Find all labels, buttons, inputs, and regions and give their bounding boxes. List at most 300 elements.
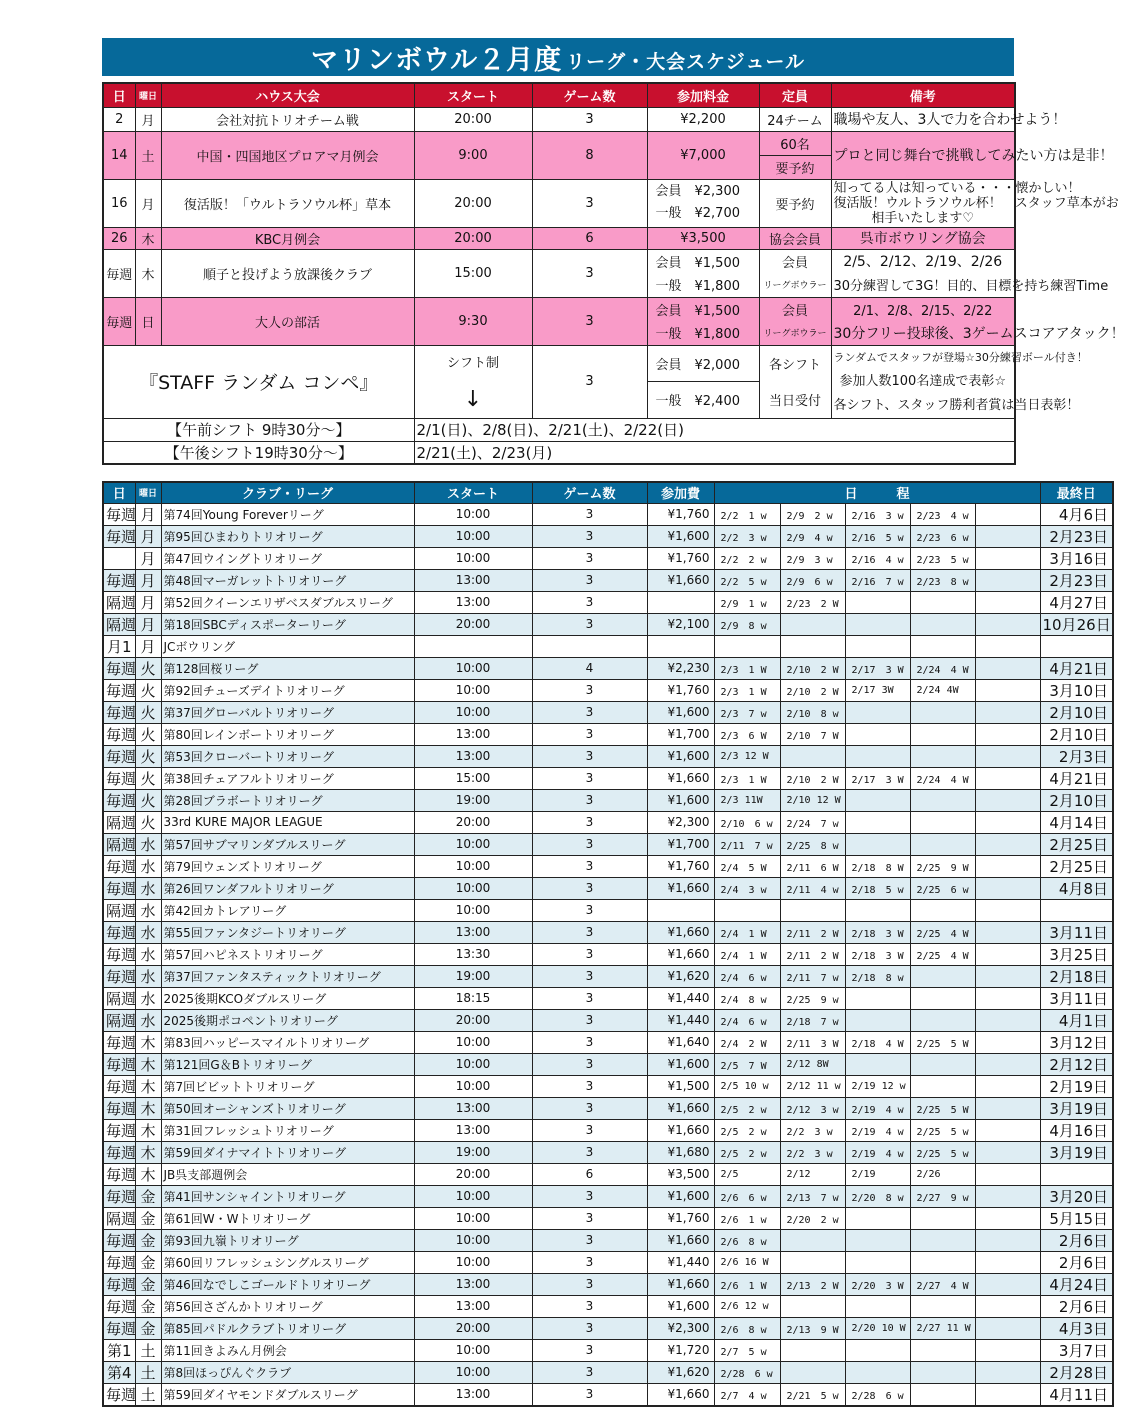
last-day: 3月25日 (1040, 943, 1113, 965)
fee: ¥1,660 (647, 1273, 714, 1295)
league-row (103, 547, 1113, 569)
schedule-date (845, 1053, 910, 1075)
fee-general: 一般 ¥2,400 (647, 382, 759, 419)
arrow-down-icon: ↓ (463, 386, 483, 412)
schedule-date (845, 899, 910, 921)
games: 3 (532, 723, 647, 745)
frequency: 毎週 (103, 789, 135, 811)
start: 20:00 (414, 1009, 532, 1031)
schedule-date (975, 811, 1040, 833)
start: 10:00 (414, 1075, 532, 1097)
note-line: 知ってる人は知っている・・・懐かしい！ (833, 180, 1081, 196)
schedule-date: 2/9 1 w (714, 591, 780, 613)
fee (647, 899, 714, 921)
house-row (103, 249, 1015, 273)
schedule-date: 2/2 5 w (714, 569, 780, 591)
schedule-date: 2/2 3 w (714, 525, 780, 547)
games: 3 (532, 679, 647, 701)
schedule-date: 2/27 4 W (910, 1273, 975, 1295)
frequency: 毎週 (103, 503, 135, 525)
fee: ¥2,300 (647, 811, 714, 833)
house-row (103, 227, 1015, 249)
schedule-date: 2/25 5 W (910, 1097, 975, 1119)
schedule-date (780, 899, 845, 921)
house-tournament-table (102, 82, 1125, 465)
schedule-date (975, 1053, 1040, 1075)
schedule-date (975, 767, 1040, 789)
schedule-date: 2/18 5 w (845, 877, 910, 899)
weekday: 金 (135, 1317, 161, 1339)
fee: ¥2,230 (647, 657, 714, 679)
last-day: 10月26日 (1040, 613, 1113, 635)
schedule-date (975, 965, 1040, 987)
league-name: 第57回サブマリンダブルスリーグ (161, 833, 414, 855)
league-row (103, 1185, 1113, 1207)
day: 26 (103, 227, 135, 249)
league-row (103, 987, 1113, 1009)
frequency: 毎週 (103, 1163, 135, 1185)
note (831, 179, 1119, 227)
frequency: 隔週 (103, 1207, 135, 1229)
house-row (103, 107, 1015, 131)
weekday: 月 (135, 547, 161, 569)
weekday: 木 (135, 1053, 161, 1075)
schedule-date: 2/23 8 w (910, 569, 975, 591)
fee: ¥1,660 (647, 1229, 714, 1251)
schedule-date (845, 613, 910, 635)
league-row (103, 1119, 1113, 1141)
frequency: 隔週 (103, 811, 135, 833)
fee: ¥1,660 (647, 877, 714, 899)
schedule-date (975, 503, 1040, 525)
games (532, 635, 647, 657)
league-name: 第59回ダイヤモンドダブルスリーグ (161, 1383, 414, 1406)
games: 3 (532, 1009, 647, 1031)
league-name: 第31回フレッシュトリオリーグ (161, 1119, 414, 1141)
schedule-date (975, 789, 1040, 811)
games: 3 (532, 107, 647, 131)
start: 10:00 (414, 1207, 532, 1229)
games: 3 (532, 701, 647, 723)
schedule-date: 2/27 9 w (910, 1185, 975, 1207)
event-name: 復活版！「ウルトラソウル杯」草本 (161, 179, 414, 227)
league-name: 33rd KURE MAJOR LEAGUE (161, 811, 414, 833)
schedule-date (975, 833, 1040, 855)
weekday: 金 (135, 1273, 161, 1295)
weekday: 火 (135, 723, 161, 745)
header-fee: 参加費 (647, 482, 714, 503)
league-row (103, 569, 1113, 591)
schedule-date (975, 547, 1040, 569)
schedule-date: 2/3 7 w (714, 701, 780, 723)
fee: ¥1,760 (647, 855, 714, 877)
league-name: 第41回サンシャイントリオリーグ (161, 1185, 414, 1207)
schedule-date: 2/11 2 W (780, 943, 845, 965)
schedule-date (714, 635, 780, 657)
league-row (103, 1053, 1113, 1075)
frequency: 毎週 (103, 1141, 135, 1163)
frequency: 第4 (103, 1361, 135, 1383)
fee-member: 会員 ¥1,500 (647, 297, 759, 321)
schedule-date (975, 1361, 1040, 1383)
frequency: 毎週 (103, 1119, 135, 1141)
league-row (103, 723, 1113, 745)
schedule-date (975, 943, 1040, 965)
frequency: 毎週 (103, 1185, 135, 1207)
schedule-date (780, 1339, 845, 1361)
schedule-date (975, 1229, 1040, 1251)
games: 4 (532, 657, 647, 679)
weekday: 月 (135, 525, 161, 547)
league-name: 第60回リフレッシュシングルスリーグ (161, 1251, 414, 1273)
frequency: 第1 (103, 1339, 135, 1361)
schedule-date: 2/11 4 w (780, 877, 845, 899)
note-line: ランダムでスタッフが登場☆30分練習ボール付き！ (833, 350, 1088, 364)
schedule-date (845, 987, 910, 1009)
frequency: 毎週 (103, 921, 135, 943)
games: 3 (532, 1361, 647, 1383)
last-day: 2月23日 (1040, 569, 1113, 591)
league-row (103, 1141, 1113, 1163)
league-name: 第83回ハッピースマイルトリオリーグ (161, 1031, 414, 1053)
schedule-date (845, 591, 910, 613)
league-row (103, 1207, 1113, 1229)
note-dates: 2/5、2/12、2/19、2/26 (831, 249, 1015, 273)
league-row (103, 1317, 1113, 1339)
schedule-date (975, 987, 1040, 1009)
last-day: 3月20日 (1040, 1185, 1113, 1207)
games: 3 (532, 855, 647, 877)
league-name: 第74回Young Foreverリーグ (161, 503, 414, 525)
schedule-date: 2/25 9 W (910, 855, 975, 877)
schedule-date: 2/9 3 w (780, 547, 845, 569)
league-row (103, 833, 1113, 855)
shift-dates: 2/21(土)、2/23(月) (414, 441, 1015, 464)
shift-label: 【午前シフト 9時30分～】 (103, 418, 414, 441)
event-name: 大人の部活 (161, 297, 414, 345)
club-league-table (102, 481, 1114, 1407)
house-row (103, 297, 1015, 321)
league-name: 第48回マーガレットトリオリーグ (161, 569, 414, 591)
schedule-date (975, 1383, 1040, 1406)
fee-general: 一般 ¥1,800 (647, 321, 759, 345)
league-name: 第55回ファンタジートリオリーグ (161, 921, 414, 943)
last-day: 2月10日 (1040, 701, 1113, 723)
schedule-date: 2/20 8 w (845, 1185, 910, 1207)
league-name: 第53回クローバートリオリーグ (161, 745, 414, 767)
games: 3 (532, 833, 647, 855)
schedule-date: 2/19 12 w (845, 1075, 910, 1097)
schedule-date: 2/11 3 W (780, 1031, 845, 1053)
house-row (103, 345, 1015, 382)
fee: ¥1,600 (647, 745, 714, 767)
fee: ¥1,660 (647, 569, 714, 591)
fee: ¥2,200 (647, 107, 759, 131)
schedule-date: 2/6 6 w (714, 1185, 780, 1207)
league-row (103, 1251, 1113, 1273)
games: 3 (532, 591, 647, 613)
schedule-date (975, 877, 1040, 899)
last-day: 4月27日 (1040, 591, 1113, 613)
fee: ¥1,600 (647, 1185, 714, 1207)
schedule-date: 2/10 12 W (780, 789, 845, 811)
start: 19:00 (414, 965, 532, 987)
event-name: 会社対抗トリオチーム戦 (161, 107, 414, 131)
league-name: 第47回ウイングトリオリーグ (161, 547, 414, 569)
fee-general: 一般 ¥2,700 (655, 206, 740, 221)
schedule-date (975, 1009, 1040, 1031)
schedule-date (910, 701, 975, 723)
weekday: 木 (135, 1141, 161, 1163)
weekday: 水 (135, 877, 161, 899)
schedule-date: 2/18 3 W (845, 921, 910, 943)
start: 18:15 (414, 987, 532, 1009)
league-name: 第37回ファンタスティックトリオリーグ (161, 965, 414, 987)
league-name: 第121回G＆Bトリオリーグ (161, 1053, 414, 1075)
league-row (103, 679, 1113, 701)
schedule-date (845, 745, 910, 767)
fee: ¥1,700 (647, 723, 714, 745)
start: 13:00 (414, 569, 532, 591)
schedule-date: 2/20 2 w (780, 1207, 845, 1229)
schedule-date (975, 1207, 1040, 1229)
schedule-date (910, 965, 975, 987)
schedule-date: 2/13 7 w (780, 1185, 845, 1207)
schedule-date (910, 1251, 975, 1273)
schedule-date (845, 789, 910, 811)
start: 13:00 (414, 1273, 532, 1295)
league-name: 第79回ウェンズトリオリーグ (161, 855, 414, 877)
league-name: 第61回W・Wトリオリーグ (161, 1207, 414, 1229)
schedule-date (975, 723, 1040, 745)
frequency: 隔週 (103, 833, 135, 855)
fee: ¥1,660 (647, 1383, 714, 1406)
schedule-date (975, 1251, 1040, 1273)
schedule-date: 2/25 8 w (780, 833, 845, 855)
start: 10:00 (414, 547, 532, 569)
start: 13:00 (414, 1383, 532, 1406)
frequency: 毎週 (103, 701, 135, 723)
capacity: 60名 (759, 131, 831, 155)
header-schedule: 日 程 (714, 482, 1040, 503)
shift-row (103, 418, 1015, 441)
weekday: 水 (135, 921, 161, 943)
schedule-date: 2/16 3 w (845, 503, 910, 525)
house-row (103, 131, 1015, 155)
schedule-date: 2/9 2 w (780, 503, 845, 525)
day: 2 (103, 107, 135, 131)
games: 3 (532, 811, 647, 833)
shift-label: 【午後シフト19時30分～】 (103, 441, 414, 464)
last-day: 2月10日 (1040, 789, 1113, 811)
start: 10:00 (414, 1339, 532, 1361)
weekday: 火 (135, 701, 161, 723)
note: 職場や友人、3人で力を合わせよう！ (831, 107, 1015, 131)
schedule-date (910, 1339, 975, 1361)
last-day: 5月15日 (1040, 1207, 1113, 1229)
schedule-date (845, 1251, 910, 1273)
league-row (103, 1075, 1113, 1097)
frequency: 隔週 (103, 613, 135, 635)
weekday: 木 (135, 227, 161, 249)
schedule-date: 2/6 8 w (714, 1229, 780, 1251)
schedule-date (910, 1053, 975, 1075)
last-day: 3月12日 (1040, 1031, 1113, 1053)
schedule-date (910, 1207, 975, 1229)
schedule-date (910, 1075, 975, 1097)
schedule-date: 2/19 4 w (845, 1141, 910, 1163)
league-name: 第37回グローバルトリオリーグ (161, 701, 414, 723)
league-row (103, 921, 1113, 943)
schedule-date: 2/9 8 w (714, 613, 780, 635)
weekday: 木 (135, 1075, 161, 1097)
weekday: 火 (135, 657, 161, 679)
fee (647, 635, 714, 657)
frequency: 毎週 (103, 1251, 135, 1273)
last-day: 4月14日 (1040, 811, 1113, 833)
weekday: 水 (135, 943, 161, 965)
games: 3 (532, 987, 647, 1009)
frequency: 隔週 (103, 1009, 135, 1031)
schedule-date: 2/5 2 w (714, 1141, 780, 1163)
league-row (103, 745, 1113, 767)
weekday: 土 (135, 1339, 161, 1361)
schedule-date (975, 855, 1040, 877)
league-name: 第85回パドルクラブトリオリーグ (161, 1317, 414, 1339)
start: 20:00 (414, 811, 532, 833)
schedule-date (975, 1339, 1040, 1361)
last-day: 4月21日 (1040, 657, 1113, 679)
fee: ¥3,500 (647, 227, 759, 249)
capacity: 会員 (759, 249, 831, 273)
league-name: 第11回きよみん月例会 (161, 1339, 414, 1361)
house-row (103, 179, 1015, 227)
schedule-date: 2/25 5 w (910, 1141, 975, 1163)
schedule-date (780, 1229, 845, 1251)
weekday: 月 (135, 635, 161, 657)
last-day: 4月3日 (1040, 1317, 1113, 1339)
schedule-date: 2/6 1 W (714, 1273, 780, 1295)
fee: ¥1,440 (647, 987, 714, 1009)
schedule-date: 2/4 6 w (714, 1009, 780, 1031)
last-day: 4月1日 (1040, 1009, 1113, 1031)
league-name: 第7回ビビットトリオリーグ (161, 1075, 414, 1097)
schedule-date: 2/4 2 W (714, 1031, 780, 1053)
league-name: 第18回SBCディスポーターリーグ (161, 613, 414, 635)
schedule-date: 2/10 6 w (714, 811, 780, 833)
fee: ¥1,640 (647, 1031, 714, 1053)
league-name: 第80回レインボートリオリーグ (161, 723, 414, 745)
fee: ¥2,300 (647, 1317, 714, 1339)
games: 3 (532, 899, 647, 921)
schedule-date (975, 525, 1040, 547)
games: 3 (532, 1097, 647, 1119)
schedule-date: 2/3 1 W (714, 657, 780, 679)
last-day (1040, 1163, 1113, 1185)
schedule-date (910, 723, 975, 745)
header-start: スタート (414, 83, 532, 107)
schedule-date: 2/11 6 W (780, 855, 845, 877)
frequency: 毎週 (103, 1295, 135, 1317)
schedule-date: 2/18 4 W (845, 1031, 910, 1053)
schedule-date: 2/20 10 W (845, 1317, 910, 1339)
club-header-row (103, 482, 1113, 503)
start: 15:00 (414, 767, 532, 789)
league-name: 第46回なでしこゴールドトリオリーグ (161, 1273, 414, 1295)
weekday: 木 (135, 1119, 161, 1141)
schedule-date: 2/23 2 W (780, 591, 845, 613)
games: 3 (532, 1207, 647, 1229)
start: 10:00 (414, 833, 532, 855)
header-fee: 参加料金 (647, 83, 759, 107)
schedule-date (975, 1185, 1040, 1207)
schedule-date (910, 987, 975, 1009)
fee: ¥1,600 (647, 1053, 714, 1075)
league-row (103, 1383, 1113, 1406)
event-name: 『STAFF ランダム コンペ』 (103, 345, 414, 418)
house-header-row (103, 83, 1015, 107)
fee: ¥1,440 (647, 1009, 714, 1031)
schedule-date: 2/6 16 W (714, 1251, 780, 1273)
weekday: 金 (135, 1251, 161, 1273)
games: 6 (532, 227, 647, 249)
last-day: 2月25日 (1040, 833, 1113, 855)
schedule-date: 2/6 8 w (714, 1317, 780, 1339)
capacity-note: 要予約 (759, 155, 831, 179)
league-name: 2025後期ポコペントリオリーグ (161, 1009, 414, 1031)
schedule-date: 2/28 6 w (845, 1383, 910, 1406)
start: 20:00 (414, 227, 532, 249)
last-day: 2月25日 (1040, 855, 1113, 877)
schedule-date: 2/7 5 w (714, 1339, 780, 1361)
league-name: 第59回ダイナマイトトリオリーグ (161, 1141, 414, 1163)
schedule-date (975, 569, 1040, 591)
title-main: マリンボウル２月度 (310, 44, 563, 76)
fee (647, 591, 714, 613)
schedule-date: 2/4 6 w (714, 965, 780, 987)
schedule-date: 2/18 8 W (845, 855, 910, 877)
fee: ¥1,700 (647, 833, 714, 855)
start: 10:00 (414, 525, 532, 547)
header-games: ゲーム数 (532, 482, 647, 503)
schedule-date: 2/2 3 w (780, 1119, 845, 1141)
games: 3 (532, 767, 647, 789)
header-weekday: 曜日 (135, 482, 161, 503)
schedule-date (910, 1361, 975, 1383)
weekday: 金 (135, 1295, 161, 1317)
weekday: 月 (135, 503, 161, 525)
last-day: 2月28日 (1040, 1361, 1113, 1383)
capacity: 要予約 (759, 179, 831, 227)
schedule-date (910, 833, 975, 855)
note (831, 345, 1088, 418)
note: プロと同じ舞台で挑戦してみたい方は是非！ (831, 131, 1015, 179)
schedule-date: 2/12 8W (780, 1053, 845, 1075)
weekday: 月 (135, 591, 161, 613)
weekday: 火 (135, 789, 161, 811)
header-capacity: 定員 (759, 83, 831, 107)
schedule-date: 2/3 1 W (714, 679, 780, 701)
games: 3 (532, 745, 647, 767)
games: 3 (532, 1075, 647, 1097)
frequency: 毎週 (103, 745, 135, 767)
fee-member: 会員 ¥2,300 (655, 184, 740, 199)
schedule-date: 2/27 11 W (910, 1317, 975, 1339)
games: 3 (532, 1053, 647, 1075)
schedule-date: 2/16 7 w (845, 569, 910, 591)
league-row (103, 1163, 1113, 1185)
games: 3 (532, 1031, 647, 1053)
